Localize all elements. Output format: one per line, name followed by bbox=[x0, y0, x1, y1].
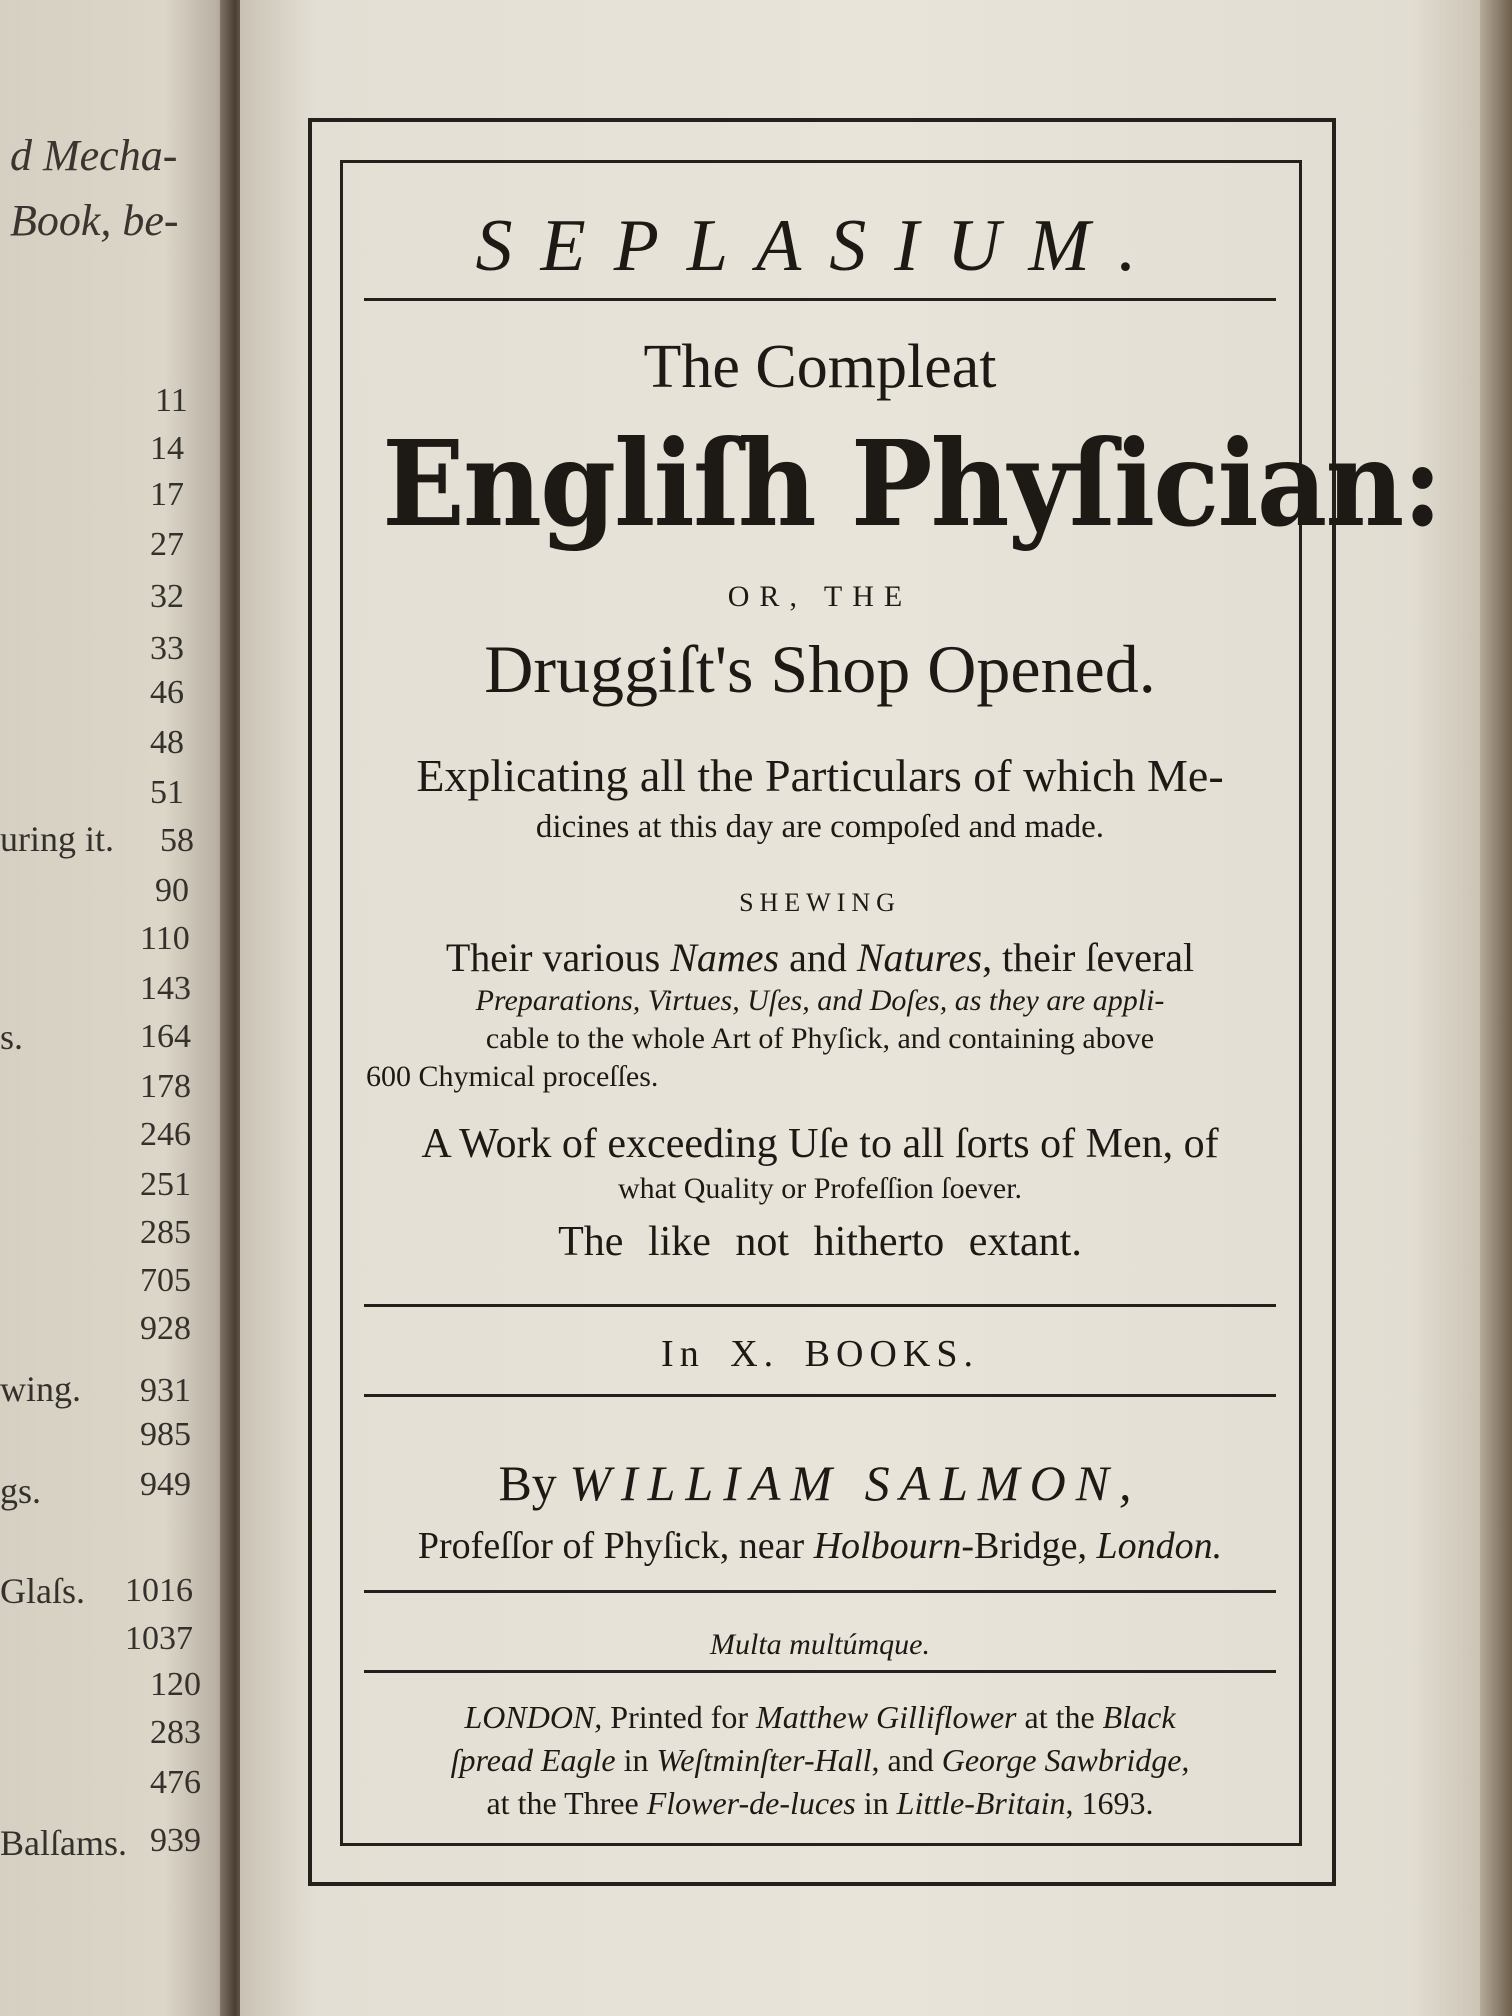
text-span: , their ſeveral bbox=[982, 935, 1195, 980]
left-heading-fragment-2: Book, be- bbox=[10, 196, 179, 245]
left-page-number: 11 bbox=[155, 382, 188, 419]
left-page-number: 143 bbox=[140, 970, 191, 1007]
left-page-number: 33 bbox=[150, 630, 184, 667]
various-line-2: Preparations, Virtues, Uſes, and Doſes, as they are appli- bbox=[475, 984, 1165, 1017]
author-name: WILLIAM SALMON, bbox=[569, 1455, 1142, 1511]
left-page-number: 1037 bbox=[125, 1620, 193, 1657]
imprint-line-3 bbox=[344, 1785, 1296, 1822]
left-page-number: 164 bbox=[140, 1018, 191, 1055]
rule-divider bbox=[364, 1394, 1276, 1397]
left-page-number: 32 bbox=[150, 578, 184, 615]
rule-divider bbox=[364, 298, 1276, 301]
left-entry-fragment: uring it. bbox=[0, 819, 114, 859]
italic-black: Black bbox=[1102, 1699, 1176, 1735]
title-line-english-physician: Engliſh Phyſician: bbox=[382, 414, 1441, 553]
text-span: at the Three bbox=[486, 1785, 647, 1821]
text-span: at the bbox=[1016, 1699, 1103, 1735]
running-title: SEPLASIUM. bbox=[475, 205, 1165, 287]
left-page-number: 90 bbox=[155, 872, 189, 909]
left-page-number: 285 bbox=[140, 1214, 191, 1251]
text-span: , and bbox=[871, 1742, 942, 1778]
author-line bbox=[344, 1454, 1296, 1512]
left-entry-fragment: Glaſs. bbox=[0, 1571, 85, 1611]
left-page-number: 1016 bbox=[125, 1572, 193, 1609]
left-page-number: 51 bbox=[150, 774, 184, 811]
text-span: Their various bbox=[445, 935, 671, 980]
title-line-druggist: Druggiſt's Shop Opened. bbox=[484, 631, 1156, 707]
text-span: and bbox=[779, 935, 857, 980]
italic-westminster: Weſtminſter-Hall bbox=[656, 1742, 872, 1778]
text-span: , 1693. bbox=[1065, 1785, 1154, 1821]
left-page bbox=[0, 0, 235, 2016]
italic-spread-eagle: ſpread Eagle bbox=[450, 1742, 616, 1778]
left-page-number: 705 bbox=[140, 1262, 191, 1299]
left-page-number: 110 bbox=[140, 920, 190, 957]
like-not-line: The like not hitherto extant. bbox=[558, 1219, 1082, 1265]
italic-holbourn: Holbourn bbox=[813, 1525, 962, 1567]
left-page-number: 949 bbox=[140, 1466, 191, 1503]
explicating-line-1: Explicating all the Particulars of which Me- bbox=[416, 750, 1224, 801]
italic-names: Names bbox=[670, 935, 780, 980]
title-line-compleat: The Compleat bbox=[643, 333, 997, 401]
left-page-number: 17 bbox=[150, 476, 184, 513]
various-line-1 bbox=[344, 934, 1296, 981]
left-page-number: 985 bbox=[140, 1416, 191, 1453]
rule-divider bbox=[364, 1670, 1276, 1673]
title-line-or-the: OR, THE bbox=[727, 580, 913, 613]
various-line-3: cable to the whole Art of Phyſick, and containing above bbox=[485, 1022, 1155, 1055]
left-page-number: 251 bbox=[140, 1166, 191, 1203]
left-heading-fragment-1: d Mecha- bbox=[10, 131, 178, 180]
left-page-number: 46 bbox=[150, 674, 184, 711]
left-page-number: 14 bbox=[150, 430, 184, 467]
italic-printer: Matthew Gilliflower bbox=[756, 1699, 1017, 1735]
left-entry-fragment: wing. bbox=[0, 1369, 81, 1409]
left-entry-fragment: s. bbox=[0, 1017, 24, 1057]
italic-sawbridge: George Sawbridge, bbox=[941, 1742, 1190, 1778]
italic-london: London. bbox=[1096, 1525, 1223, 1567]
left-page-number: 283 bbox=[150, 1714, 201, 1751]
rule-divider bbox=[364, 1304, 1276, 1307]
left-page-number: 178 bbox=[140, 1068, 191, 1105]
left-entry-fragment: Balſams. bbox=[0, 1823, 127, 1863]
imprint-line-2 bbox=[344, 1742, 1296, 1779]
italic-little-britain: Little-Britain bbox=[896, 1785, 1066, 1821]
left-page-number: 58 bbox=[160, 822, 194, 859]
shewing-heading: SHEWING bbox=[739, 888, 901, 917]
text-span: in bbox=[615, 1742, 657, 1778]
left-page-number: 476 bbox=[150, 1764, 201, 1801]
italic-natures: Natures bbox=[856, 935, 983, 980]
left-page-number: 27 bbox=[150, 526, 184, 563]
various-line-4: 600 Chymical proceſſes. bbox=[366, 1060, 659, 1093]
left-page-number: 48 bbox=[150, 724, 184, 761]
title-block bbox=[344, 164, 1441, 1840]
text-span: By bbox=[498, 1455, 570, 1511]
text-span: in bbox=[855, 1785, 897, 1821]
imprint-line-1 bbox=[344, 1699, 1296, 1736]
professor-line bbox=[344, 1524, 1296, 1568]
left-page-number: 120 bbox=[150, 1666, 201, 1703]
left-entry-fragment: gs. bbox=[0, 1471, 42, 1511]
motto: Multa multúmque. bbox=[710, 1628, 930, 1661]
italic-flower-de-luces: Flower-de-luces bbox=[646, 1785, 856, 1821]
page-edge bbox=[1480, 0, 1512, 2016]
text-span: Printed for bbox=[602, 1699, 757, 1735]
rule-divider bbox=[364, 1590, 1276, 1593]
in-x-books: In X. BOOKS. bbox=[661, 1333, 979, 1375]
a-work-line-2: what Quality or Profeſſion ſoever. bbox=[617, 1172, 1023, 1205]
text-span: -Bridge, bbox=[961, 1525, 1097, 1567]
left-page-number: 931 bbox=[140, 1372, 191, 1409]
italic-london: LONDON, bbox=[464, 1699, 603, 1735]
left-page-number: 939 bbox=[150, 1822, 201, 1859]
text-span: Profeſſor of Phyſick, near bbox=[417, 1525, 814, 1567]
a-work-line-1: A Work of exceeding Uſe to all ſorts of Men, of bbox=[421, 1121, 1219, 1167]
left-page-number: 246 bbox=[140, 1116, 191, 1153]
explicating-line-2: dicines at this day are compoſed and made. bbox=[535, 809, 1105, 845]
left-page-number: 928 bbox=[140, 1310, 191, 1347]
